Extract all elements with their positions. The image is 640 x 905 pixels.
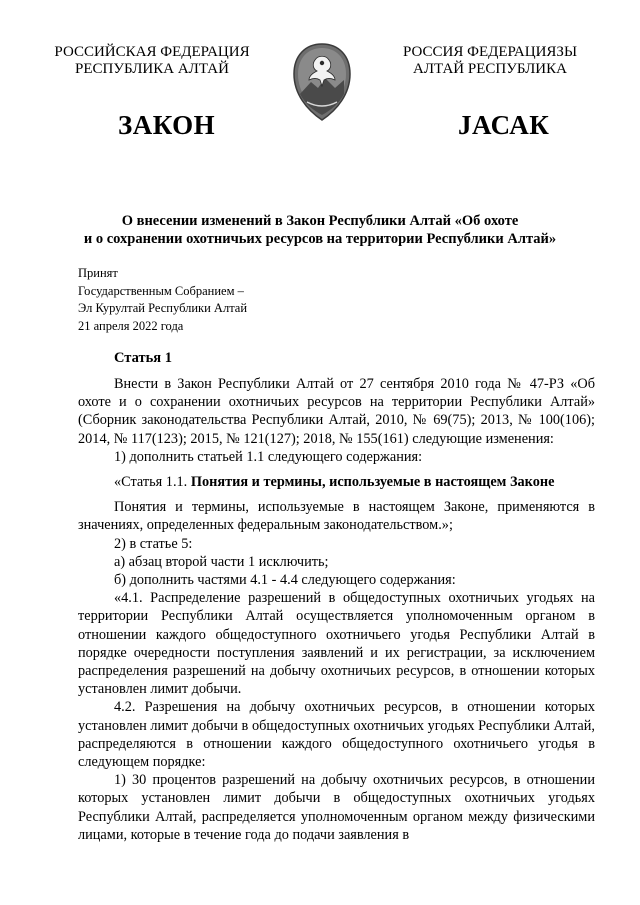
amendment-item-2: 2) в статье 5:	[114, 535, 193, 552]
header-right	[360, 44, 620, 78]
amendment-item-2a: а) абзац второй части 1 исключить;	[114, 553, 329, 570]
header-left	[22, 44, 282, 78]
header-left-line-2: РЕСПУБЛИКА АЛТАЙ	[75, 61, 229, 77]
law-title-line-1: О внесении изменений в Закон Республики Алтай «Об охоте	[121, 213, 519, 229]
article-1-1-prefix: «Статья 1.1.	[114, 474, 191, 491]
law-title	[40, 212, 600, 248]
article-1-1-heading	[78, 473, 595, 491]
law-word-russian: ЗАКОН	[118, 110, 216, 140]
part-4-2: 4.2. Разрешения на добычу охотничьих ресурсов, в отношении которых установлен лимит добычи в общедоступных охотничьих угодьях Республики Алтай, распределяются в отношении каждого общедоступного охотничьего угодья в следующем порядке:	[78, 699, 595, 771]
altai-republic-emblem-icon	[291, 42, 353, 122]
adoption-line-2: Государственным Собранием –	[78, 283, 244, 298]
amendment-item-2b: б) дополнить частями 4.1 - 4.4 следующего содержания:	[114, 572, 456, 589]
part-4-1: «4.1. Распределение разрешений в общедоступных охотничьих угодьях на территории Республики Алтай осуществляется уполномоченным органом в отношении каждого общедоступного охотничьего угодья Республики Алтай в порядке очередности поступления заявлений и их регистрации, за исключением распределения разрешений на добычу охотничьих ресурсов, в отношении которых установлен лимит добычи.	[78, 590, 595, 698]
adoption-info	[78, 265, 247, 335]
part-4-2-item-1: 1) 30 процентов разрешений на добычу охотничьих ресурсов, в отношении которых установлен лимит добычи в общедоступных охотничьих угодьях Республики Алтай, распределяется уполномоченным органом между физическими лицами, которые в течение года до подачи заявления в	[78, 772, 595, 843]
adoption-line-1: Принят	[78, 266, 118, 280]
law-word-altai: ЈАСАК	[458, 110, 550, 140]
adoption-line-3: Эл Курултай Республики Алтай	[78, 301, 248, 315]
article-intro: Внести в Закон Республики Алтай от 27 сентября 2010 года № 47-РЗ «Об охоте и о сохранении охотничьих ресурсов на территории Республики Алтай» (Сборник законодательства Республики Алтай, 2010, № 69(75); 2013, № 100(106); 2014, № 117(123); 2015, № 121(127); 2018, № 155(161) следующие изменения:	[78, 376, 595, 447]
article-1-1-text: Понятия и термины, используемые в настоящем Законе, применяются в значениях, определенных федеральным законодательством.»;	[78, 499, 595, 534]
article-body	[78, 375, 595, 844]
header-right-line-1: РОССИЯ ФЕДЕРАЦИЯЗЫ	[402, 44, 578, 60]
header-right-line-2: АЛТАЙ РЕСПУБЛИКА	[413, 61, 567, 77]
article-1-1-title: Понятия и термины, используемые в настоящем Законе	[190, 474, 555, 491]
law-title-line-2: и о сохранении охотничьих ресурсов на территории Республики Алтай»	[83, 231, 557, 247]
article-heading: Статья 1	[114, 350, 172, 366]
amendment-item-1: 1) дополнить статьей 1.1 следующего содержания:	[114, 448, 423, 465]
header-left-line-1: РОССИЙСКАЯ ФЕДЕРАЦИЯ	[54, 44, 250, 60]
adoption-date: 21 апреля 2022 года	[78, 318, 184, 333]
